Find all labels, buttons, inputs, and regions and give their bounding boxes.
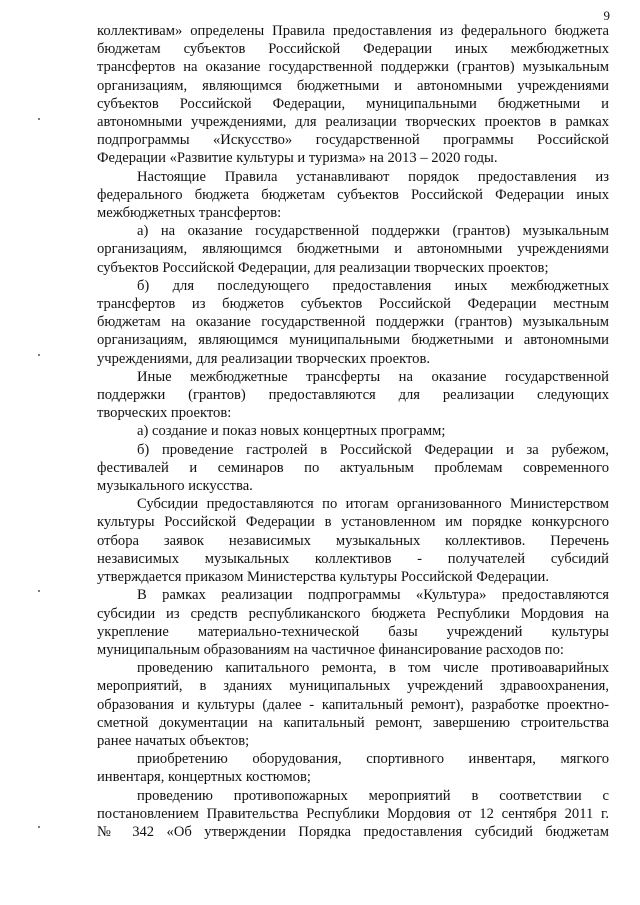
text-line: субъектов Российской Федерации, муниципальными бюджетными и — [97, 95, 609, 112]
text-line: Настоящие Правила устанавливают порядок предоставления из — [137, 168, 609, 185]
text-line: б) для последующего предоставления иных межбюджетных — [137, 277, 609, 294]
text-line: бюджетам на оказание государственной поддержки (грантов) музыкальным — [97, 314, 609, 331]
text-line: В рамках реализации подпрограммы «Культура» предоставляются — [137, 587, 609, 604]
margin-mark-4 — [38, 826, 40, 828]
text-line: организациям, являющимся муниципальными бюджетными и автономными — [97, 332, 609, 349]
text-line: Субсидии предоставляются по итогам организованного Министерством — [137, 496, 609, 513]
text-line: трансфертов на оказание государственной поддержки (грантов) музыкальным — [97, 59, 609, 76]
text-line: отбора заявок независимых музыкальных коллективов. Перечень — [97, 532, 609, 549]
text-line: б) проведение гастролей в Российской Федерации и за рубежом, — [137, 441, 609, 458]
text-line: постановлением Правительства Республики Мордовия от 12 сентября 2011 г. — [97, 805, 609, 822]
text-line: автономными учреждениями, для реализации творческих проектов в рамках — [97, 114, 609, 131]
text-line: а) создание и показ новых концертных программ; — [137, 423, 446, 440]
text-line: укрепление материально-технической базы учреждений культуры — [97, 623, 609, 640]
text-line: приобретению оборудования, спортивного инвентаря, мягкого — [137, 751, 609, 768]
text-line: федерального бюджета бюджетам субъектов Российской Федерации иных — [97, 186, 609, 203]
text-line: трансфертов из бюджетов субъектов Российской Федерации местным — [97, 296, 609, 313]
text-line: проведению противопожарных мероприятий в соответствии с — [137, 787, 609, 804]
text-line: муниципальным образованиям на частичное финансирование расходов по: — [97, 641, 564, 658]
text-line: ранее начатых объектов; — [97, 732, 250, 749]
text-line: организациям, являющимся бюджетными и автономными учреждениями — [97, 77, 609, 94]
text-line: межбюджетных трансфертов: — [97, 205, 282, 222]
text-line: музыкального искусства. — [97, 478, 253, 495]
margin-mark-2 — [38, 354, 40, 356]
text-line: организациям, являющимся бюджетными и автономными учреждениями — [97, 241, 609, 258]
text-line: учреждениями, для реализации творческих проектов. — [97, 350, 430, 367]
text-line: независимых музыкальных коллективов - получателей субсидий — [97, 550, 609, 567]
page-number: 9 — [603, 8, 610, 23]
text-line: поддержки (грантов) предоставляются для реализации следующих — [97, 387, 609, 404]
text-line: субъектов Российской Федерации, для реализации творческих проектов; — [97, 259, 549, 276]
text-line: Федерации «Развитие культуры и туризма» на 2013 – 2020 годы. — [97, 150, 498, 167]
text-line: фестивалей и семинаров по актуальным проблемам современного — [97, 459, 609, 476]
text-line: мероприятий, в зданиях муниципальных учреждений здравоохранения, — [97, 678, 609, 695]
document-body — [97, 22, 609, 841]
margin-mark-3 — [38, 590, 40, 592]
text-line: № 342 «Об утверждении Порядка предоставления субсидий бюджетам — [97, 823, 609, 840]
text-line: проведению капитального ремонта, в том числе противоаварийных — [137, 660, 609, 677]
text-line: субсидии из средств республиканского бюджета Республики Мордовия на — [97, 605, 609, 622]
text-line: Иные межбюджетные трансферты на оказание государственной — [137, 368, 609, 385]
text-line: инвентаря, концертных костюмов; — [97, 769, 311, 786]
text-line: бюджетам субъектов Российской Федерации иных межбюджетных — [97, 41, 609, 58]
text-line: культуры Российской Федерации в установленном им порядке конкурсного — [97, 514, 609, 531]
text-line: подпрограммы «Искусство» государственной программы Российской — [97, 132, 609, 149]
text-line: коллективам» определены Правила предоставления из федерального бюджета — [97, 23, 609, 39]
text-line: сметной документации на капитальный ремонт, завершению строительства — [97, 714, 609, 731]
margin-mark-1 — [38, 118, 40, 120]
text-line: утверждается приказом Министерства культуры Российской Федерации. — [97, 569, 549, 586]
text-line: образования и культуры (далее - капитальный ремонт), разработке проектно- — [97, 696, 609, 713]
text-line: а) на оказание государственной поддержки (грантов) музыкальным — [137, 223, 609, 240]
text-line: творческих проектов: — [97, 405, 232, 422]
